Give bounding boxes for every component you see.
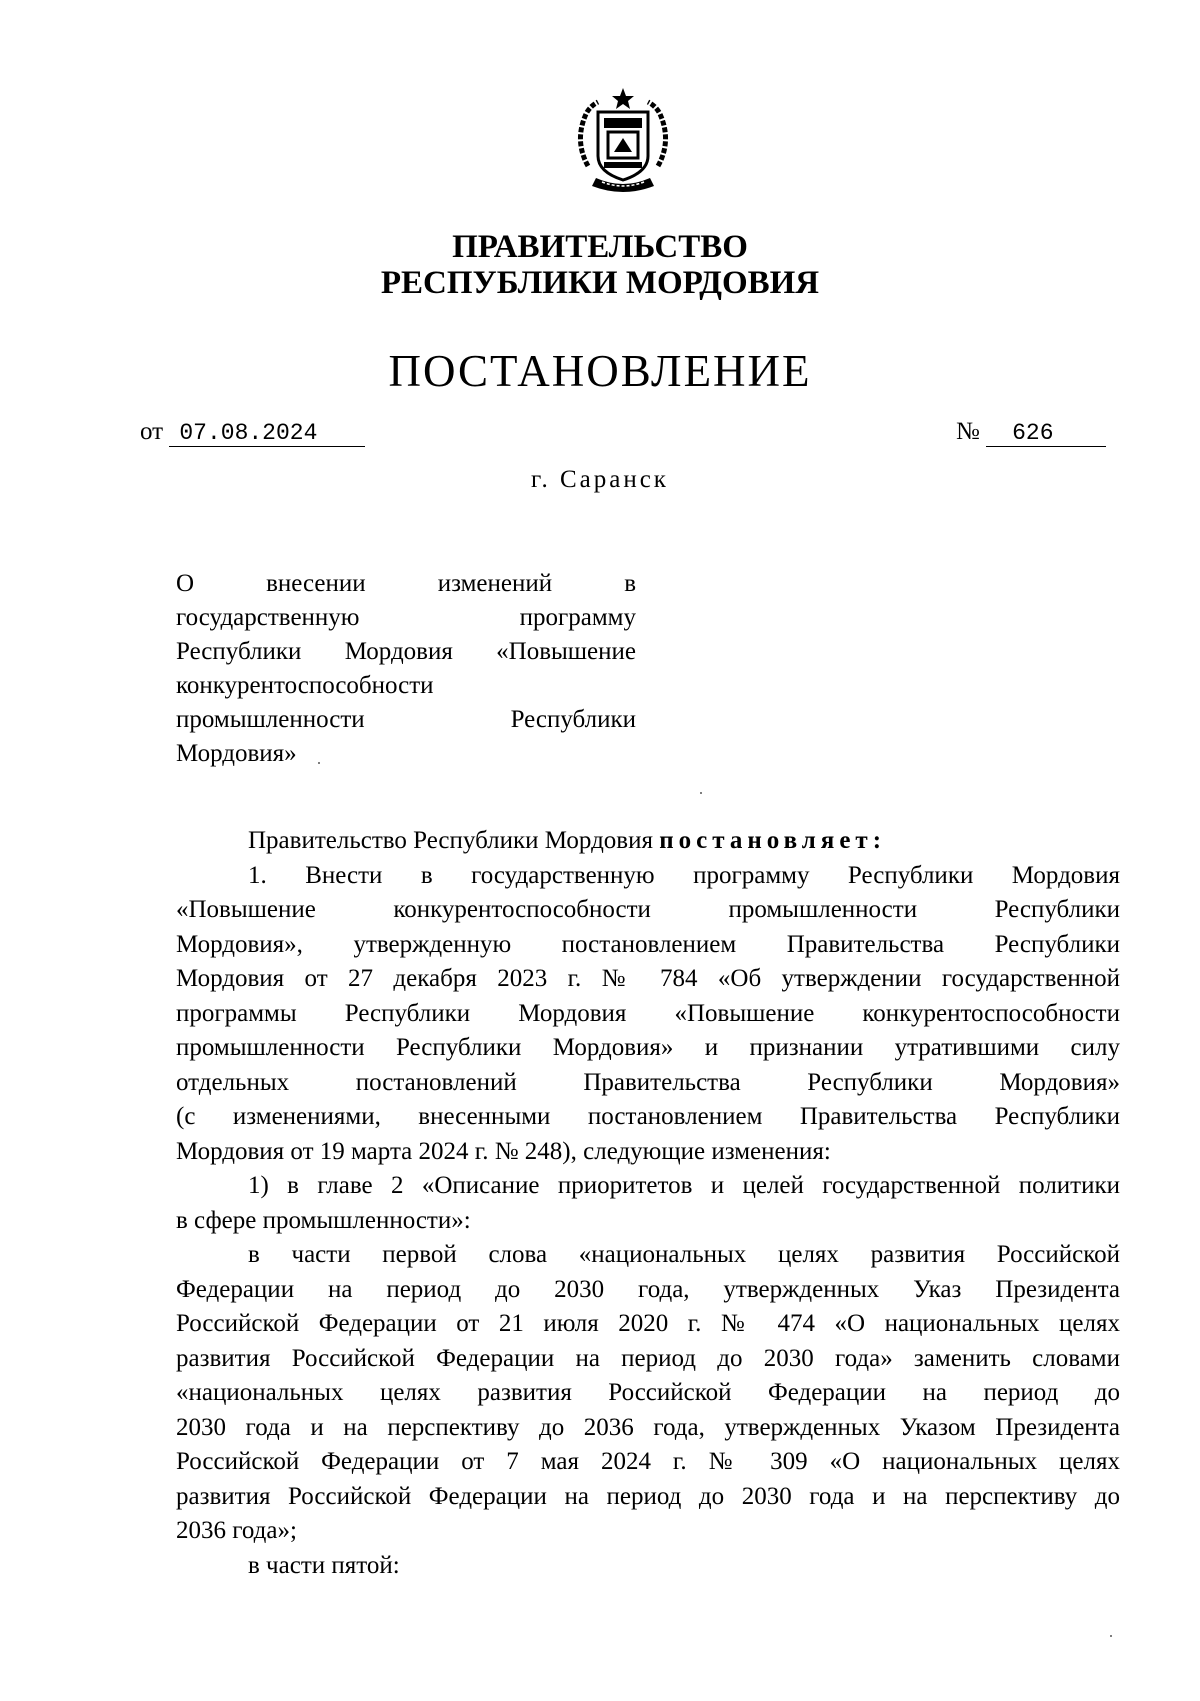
document-date [140, 418, 365, 447]
date-prefix: от [140, 418, 164, 445]
subject-line: Республики Мордовия «Повышение [176, 638, 636, 665]
body-line: Федерации на период до 2030 года, утвержденных Указ Президента [176, 1275, 1120, 1303]
organization-name-line2: РЕСПУБЛИКИ МОРДОВИЯ [380, 265, 820, 301]
scan-speck [318, 762, 320, 764]
body-line: в части пятой: [248, 1551, 400, 1579]
document-number [956, 418, 1106, 447]
subject-line: Мордовия» [176, 740, 297, 767]
subject-line: промышленности Республики [176, 706, 636, 733]
city: г. Саранск [531, 466, 669, 493]
body-line: в сфере промышленности»: [176, 1206, 471, 1234]
body-line: развития Российской Федерации на период до 2030 года и на перспективу до [176, 1482, 1120, 1510]
body-line: Мордовия от 27 декабря 2023 г. № 784 «Об утверждении государственной [176, 965, 1120, 992]
body-line: (с изменениями, внесенными постановлением Правительства Республики [176, 1103, 1120, 1130]
subject-line: государственную программу [176, 604, 636, 631]
body-line: 1) в главе 2 «Описание приоритетов и целей государственной политики [248, 1172, 1120, 1199]
body-line: Мордовия от 19 марта 2024 г. № 248), следующие изменения: [176, 1137, 831, 1165]
body-line: 1. Внести в государственную программу Республики Мордовия [248, 861, 1120, 889]
scan-speck [1110, 1635, 1112, 1637]
coat-of-arms-emblem [568, 86, 678, 196]
resolve-intro: Правительство Республики Мордовия [248, 827, 653, 854]
body-line: «национальных целях развития Российской Федерации на период до [176, 1379, 1120, 1406]
document-type: ПОСТАНОВЛЕНИЕ [388, 346, 812, 396]
body-line: отдельных постановлений Правительства Республики Мордовия» [176, 1068, 1120, 1096]
number-value: 626 [986, 420, 1106, 447]
body-line: «Повышение конкурентоспособности промышленности Республики [176, 896, 1120, 923]
date-value: 07.08.2024 [169, 420, 365, 447]
body-line: 2030 года и на перспективу до 2036 года, утвержденных Указом Президента [176, 1413, 1120, 1441]
resolve-word: постановляет: [659, 827, 887, 854]
subject-line: О внесении изменений в [176, 570, 636, 597]
body-line: Российской Федерации от 21 июля 2020 г. № 474 «О национальных целях [176, 1310, 1120, 1337]
body-line: развития Российской Федерации на период до 2030 года» заменить словами [176, 1344, 1120, 1372]
number-prefix: № [956, 418, 980, 445]
body-line: 2036 года»; [176, 1517, 297, 1544]
scan-speck [700, 792, 702, 794]
organization-name-line1: ПРАВИТЕЛЬСТВО [452, 229, 748, 265]
body-line: программы Республики Мордовия «Повышение конкурентоспособности [176, 999, 1120, 1027]
document-subject [176, 567, 636, 771]
document-body [176, 824, 1120, 1583]
body-line: Российской Федерации от 7 мая 2024 г. № 309 «О национальных целях [176, 1448, 1120, 1475]
body-line: в части первой слова «национальных целях развития Российской [248, 1241, 1120, 1268]
body-line: Мордовия», утвержденную постановлением Правительства Республики [176, 930, 1120, 958]
subject-line: конкурентоспособности [176, 672, 434, 699]
resolve-line [176, 824, 1120, 859]
body-line: промышленности Республики Мордовия» и признании утратившими силу [176, 1034, 1120, 1061]
